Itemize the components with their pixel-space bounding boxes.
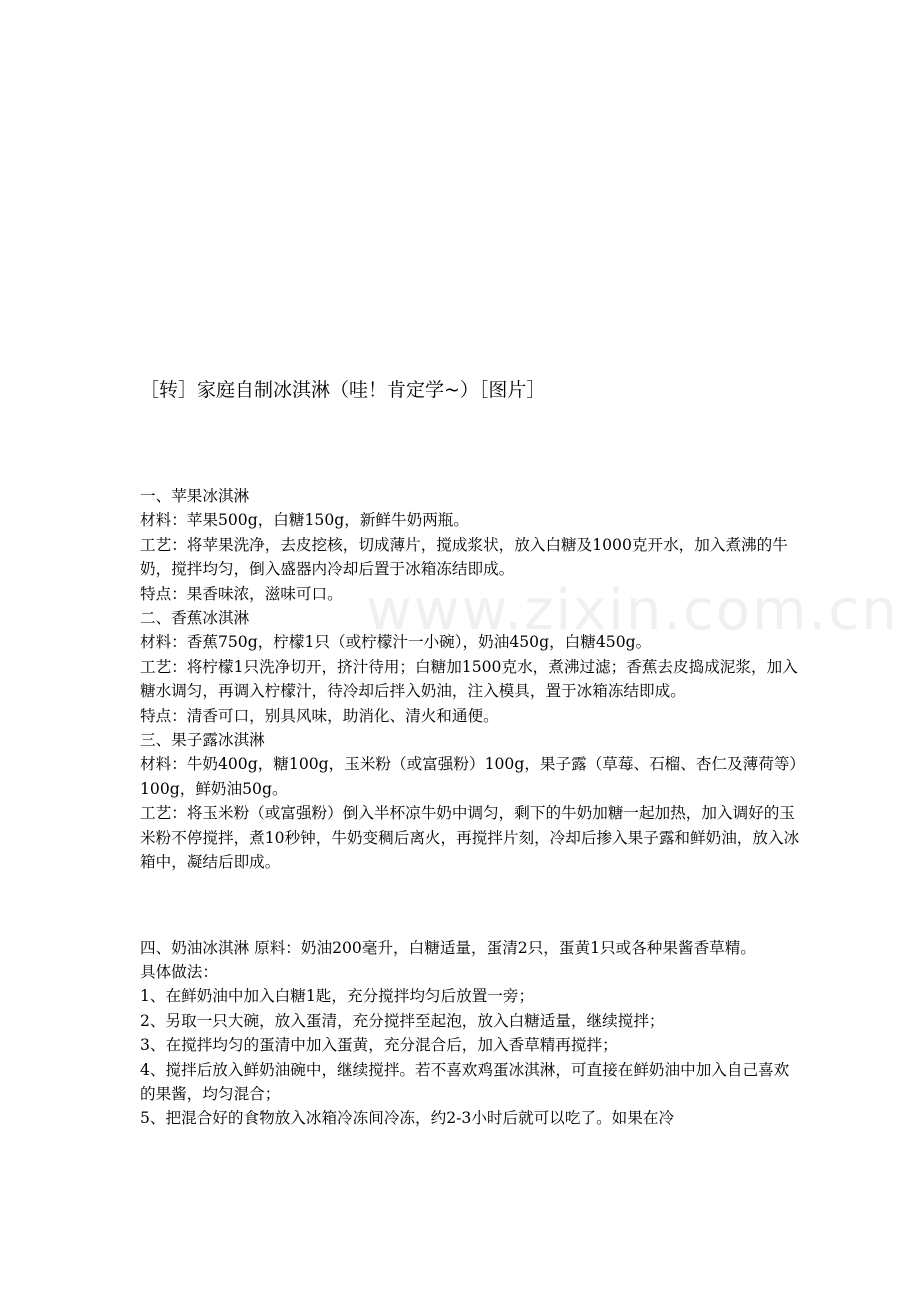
banana-process: 工艺：将柠檬1只洗净切开，挤汁待用；白糖加1500克水，煮沸过滤；香蕉去皮捣成泥浆，加入糖水调匀，再调入柠檬汁，待冷却后拌入奶油，注入模具，置于冰箱冻结即成。 <box>140 657 798 701</box>
recipes-section-1 <box>140 484 800 875</box>
step-2: 2、另取一只大碗，放入蛋清，充分搅拌至起泡，放入白糖适量，继续搅拌； <box>140 1011 665 1030</box>
step-4: 4、搅拌后放入鲜奶油碗中，继续搅拌。若不喜欢鸡蛋冰淇淋，可直接在鲜奶油中加入自己喜欢的果酱，均匀混合； <box>140 1060 790 1103</box>
step-5: 5、把混合好的食物放入冰箱冷冻间冷冻，约2-3小时后就可以吃了。如果在冷 <box>140 1109 675 1128</box>
method-heading: 具体做法： <box>140 962 218 981</box>
apple-ingredients: 材料：苹果500g，白糖150g，新鲜牛奶两瓶。 <box>140 511 469 530</box>
heading-banana-ice-cream: 二、香蕉冰淇淋 <box>140 609 250 628</box>
syrup-ingredients: 材料：牛奶400g，糖100g，玉米粉（或富强粉）100g，果子露（草莓、石榴、杏仁及薄荷等）100g，鲜奶油50g。 <box>140 755 798 798</box>
syrup-process: 工艺：将玉米粉（或富强粉）倒入半杯凉牛奶中调匀，剩下的牛奶加糖一起加热，加入调好的玉米粉不停搅拌，煮10秒钟，牛奶变稠后离火，再搅拌片刻，冷却后掺入果子露和鲜奶油，放入冰箱中，凝结后即成。 <box>140 804 800 872</box>
apple-features: 特点：果香味浓，滋味可口。 <box>140 584 343 603</box>
banana-ingredients: 材料：香蕉750g，柠檬1只（或柠檬汁一小碗），奶油450g，白糖450g。 <box>140 633 652 652</box>
apple-process: 工艺：将苹果洗净，去皮挖核，切成薄片，搅成浆状，放入白糖及1000克开水，加入煮沸的牛奶，搅拌均匀，倒入盛器内冷却后置于冰箱冻结即成。 <box>140 535 788 579</box>
heading-apple-ice-cream: 一、苹果冰淇淋 <box>140 487 250 505</box>
watermark: www.zixin.com.cn <box>366 578 899 643</box>
cream-ice-cream-intro: 四、奶油冰淇淋 原料：奶油200毫升，白糖适量，蛋清2只，蛋黄1只或各种果酱香草精。 <box>140 938 756 957</box>
step-1: 1、在鲜奶油中加入白糖1匙，充分搅拌均匀后放置一旁； <box>140 987 535 1006</box>
document-title: ［转］家庭自制冰淇淋（哇！肯定学~）［图片］ <box>140 379 546 401</box>
recipes-section-2 <box>140 936 800 1131</box>
document-body <box>140 484 800 1131</box>
heading-syrup-ice-cream: 三、果子露冰淇淋 <box>140 731 265 750</box>
step-3: 3、在搅拌均匀的蛋清中加入蛋黄，充分混合后，加入香草精再搅拌； <box>140 1036 618 1055</box>
banana-features: 特点：清香可口，别具风味，助消化、清火和通便。 <box>140 706 499 725</box>
section-gap <box>140 875 800 936</box>
